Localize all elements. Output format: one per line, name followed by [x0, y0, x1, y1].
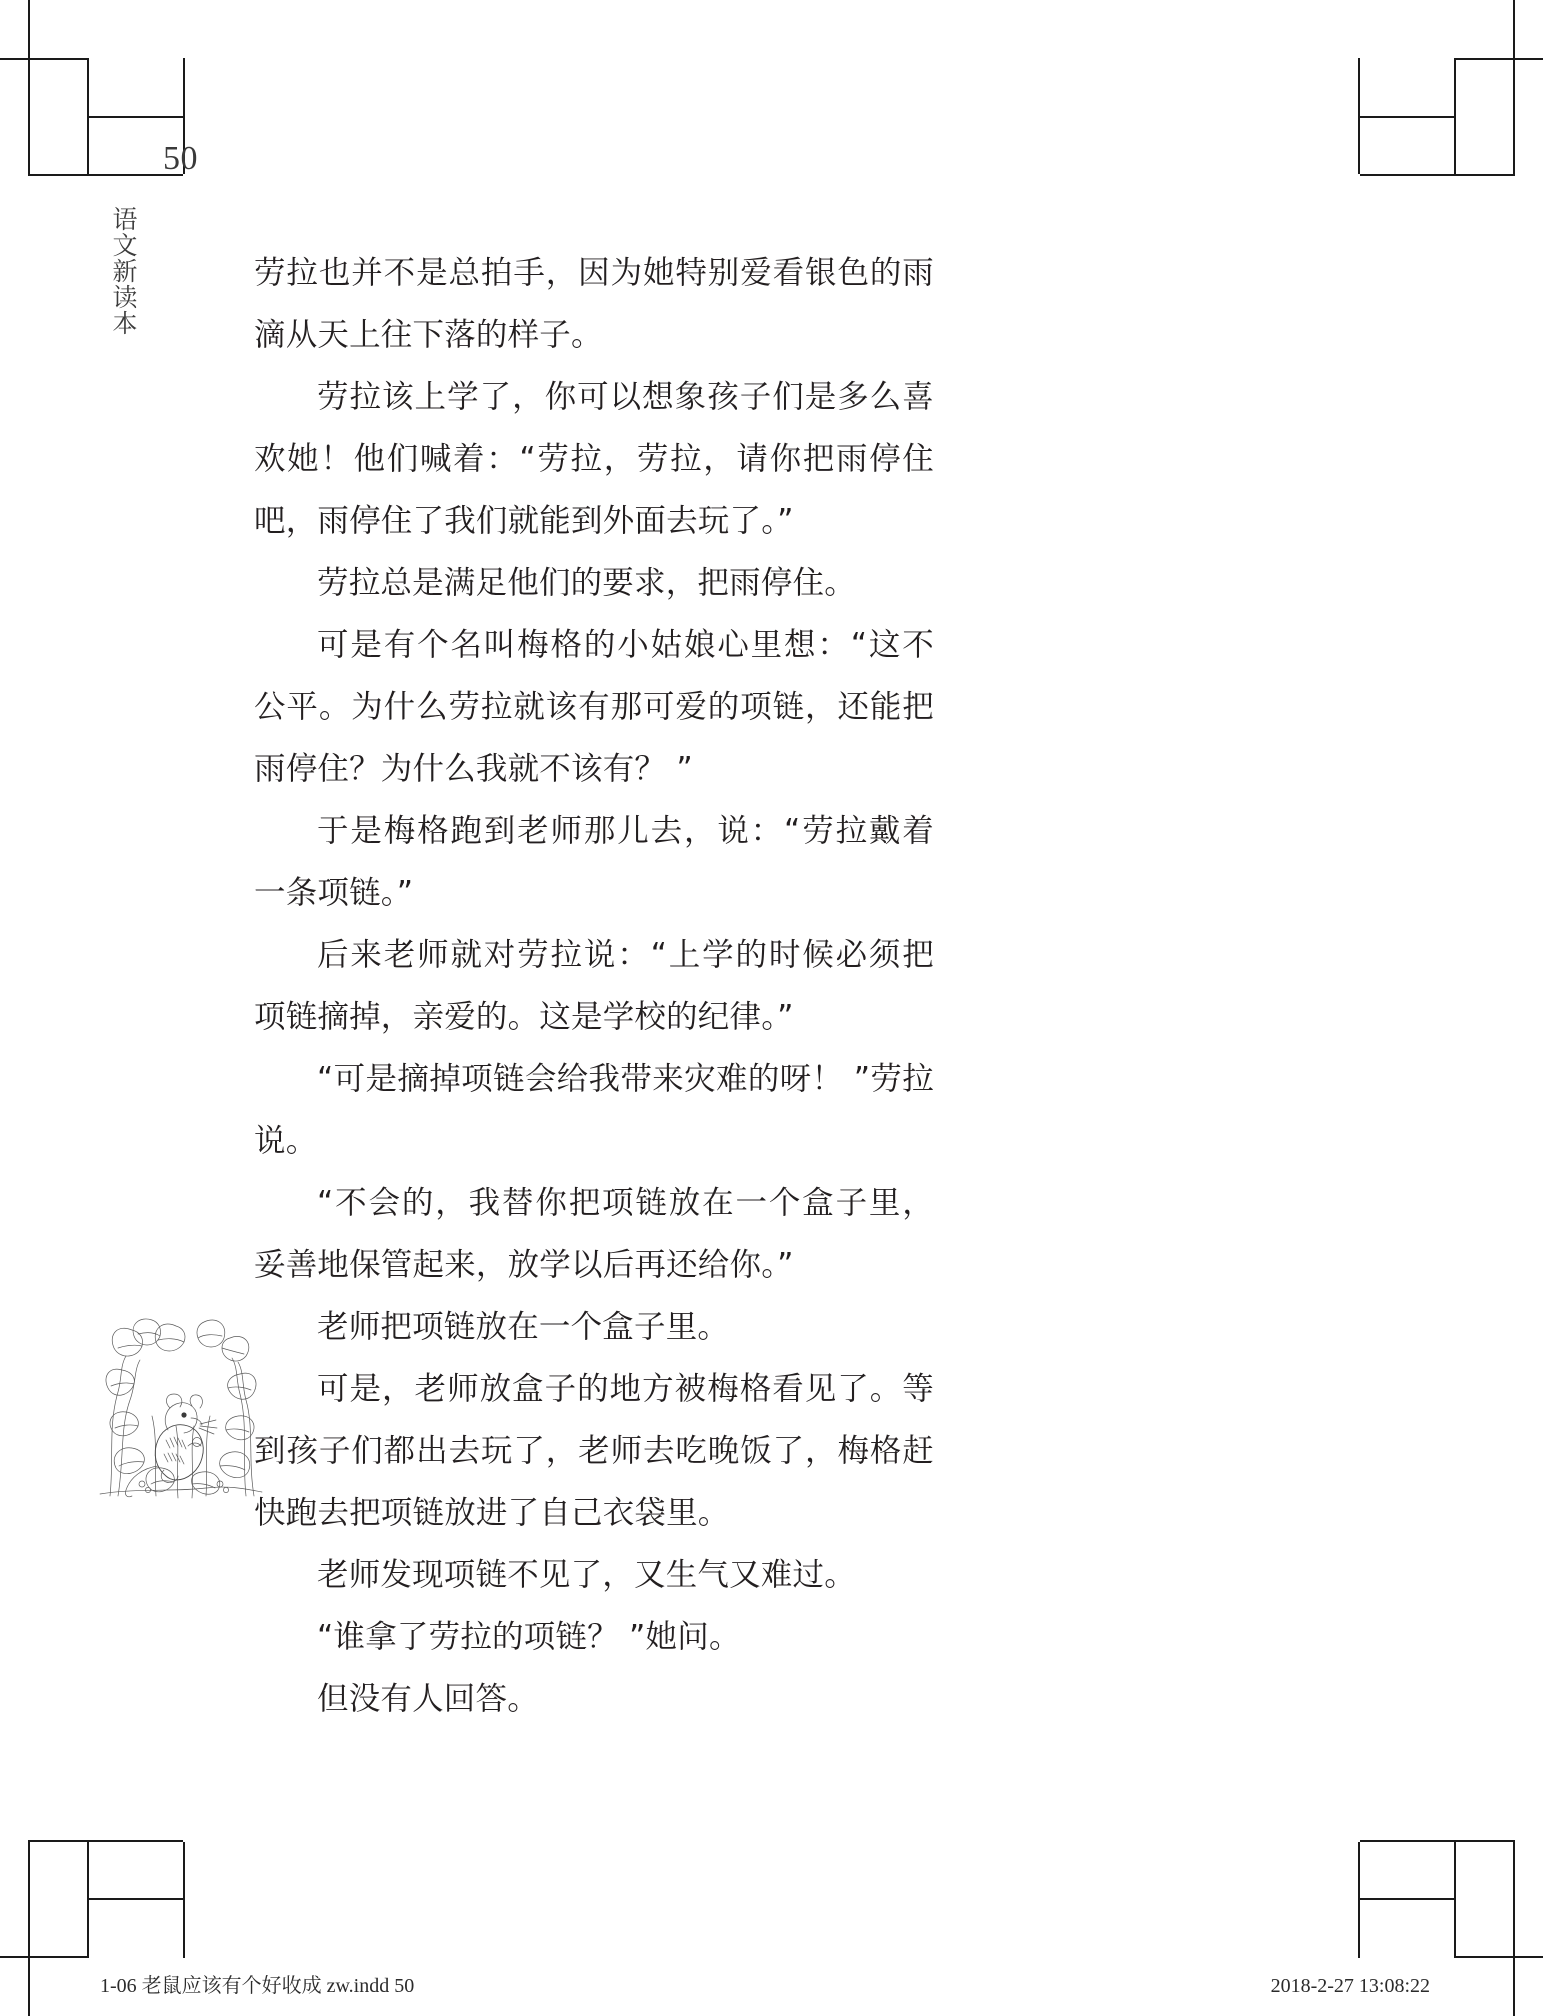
body-paragraph: “不会的，我替你把项链放在一个盒子里，妥善地保管起来，放学以后再还给你。”	[254, 1185, 934, 1283]
body-paragraph: 后来老师就对劳拉说：“上学的时候必须把项链摘掉，亲爱的。这是学校的纪律。”	[254, 937, 934, 1035]
body-paragraph: “可是摘掉项链会给我带来灾难的呀！ ”劳拉说。	[254, 1061, 934, 1159]
body-paragraph: “谁拿了劳拉的项链？ ”她问。	[317, 1619, 741, 1655]
page-number: 50	[163, 140, 198, 177]
running-head: 语文新读本	[109, 206, 138, 336]
body-text	[254, 242, 934, 1730]
body-paragraph: 劳拉总是满足他们的要求，把雨停住。	[317, 565, 856, 601]
body-paragraph: 劳拉也并不是总拍手，因为她特别爱看银色的雨滴从天上往下落的样子。	[254, 255, 934, 353]
crop-mark-top-right	[1343, 0, 1543, 200]
footer-file-label: 1-06 老鼠应该有个好收成 zw.indd 50	[100, 1975, 415, 1997]
body-paragraph: 劳拉该上学了，你可以想象孩子们是多么喜欢她！他们喊着：“劳拉，劳拉，请你把雨停住吧，雨停住了我们就能到外面去玩了。”	[254, 379, 934, 539]
body-paragraph: 但没有人回答。	[317, 1681, 539, 1717]
body-paragraph: 老师发现项链不见了，又生气又难过。	[317, 1557, 856, 1593]
body-paragraph: 于是梅格跑到老师那儿去，说：“劳拉戴着一条项链。”	[254, 813, 934, 911]
body-paragraph: 老师把项链放在一个盒子里。	[317, 1309, 730, 1345]
body-paragraph: 可是，老师放盒子的地方被梅格看见了。等到孩子们都出去玩了，老师去吃晚饭了，梅格赶快跑去把项链放进了自己衣袋里。	[254, 1371, 934, 1531]
body-paragraph: 可是有个名叫梅格的小姑娘心里想：“这不公平。为什么劳拉就该有那可爱的项链，还能把雨停住？为什么我就不该有？ ”	[254, 627, 934, 787]
mouse-among-leaves-sketch	[96, 1308, 266, 1500]
footer-timestamp: 2018-2-27 13:08:22	[1270, 1975, 1430, 1997]
